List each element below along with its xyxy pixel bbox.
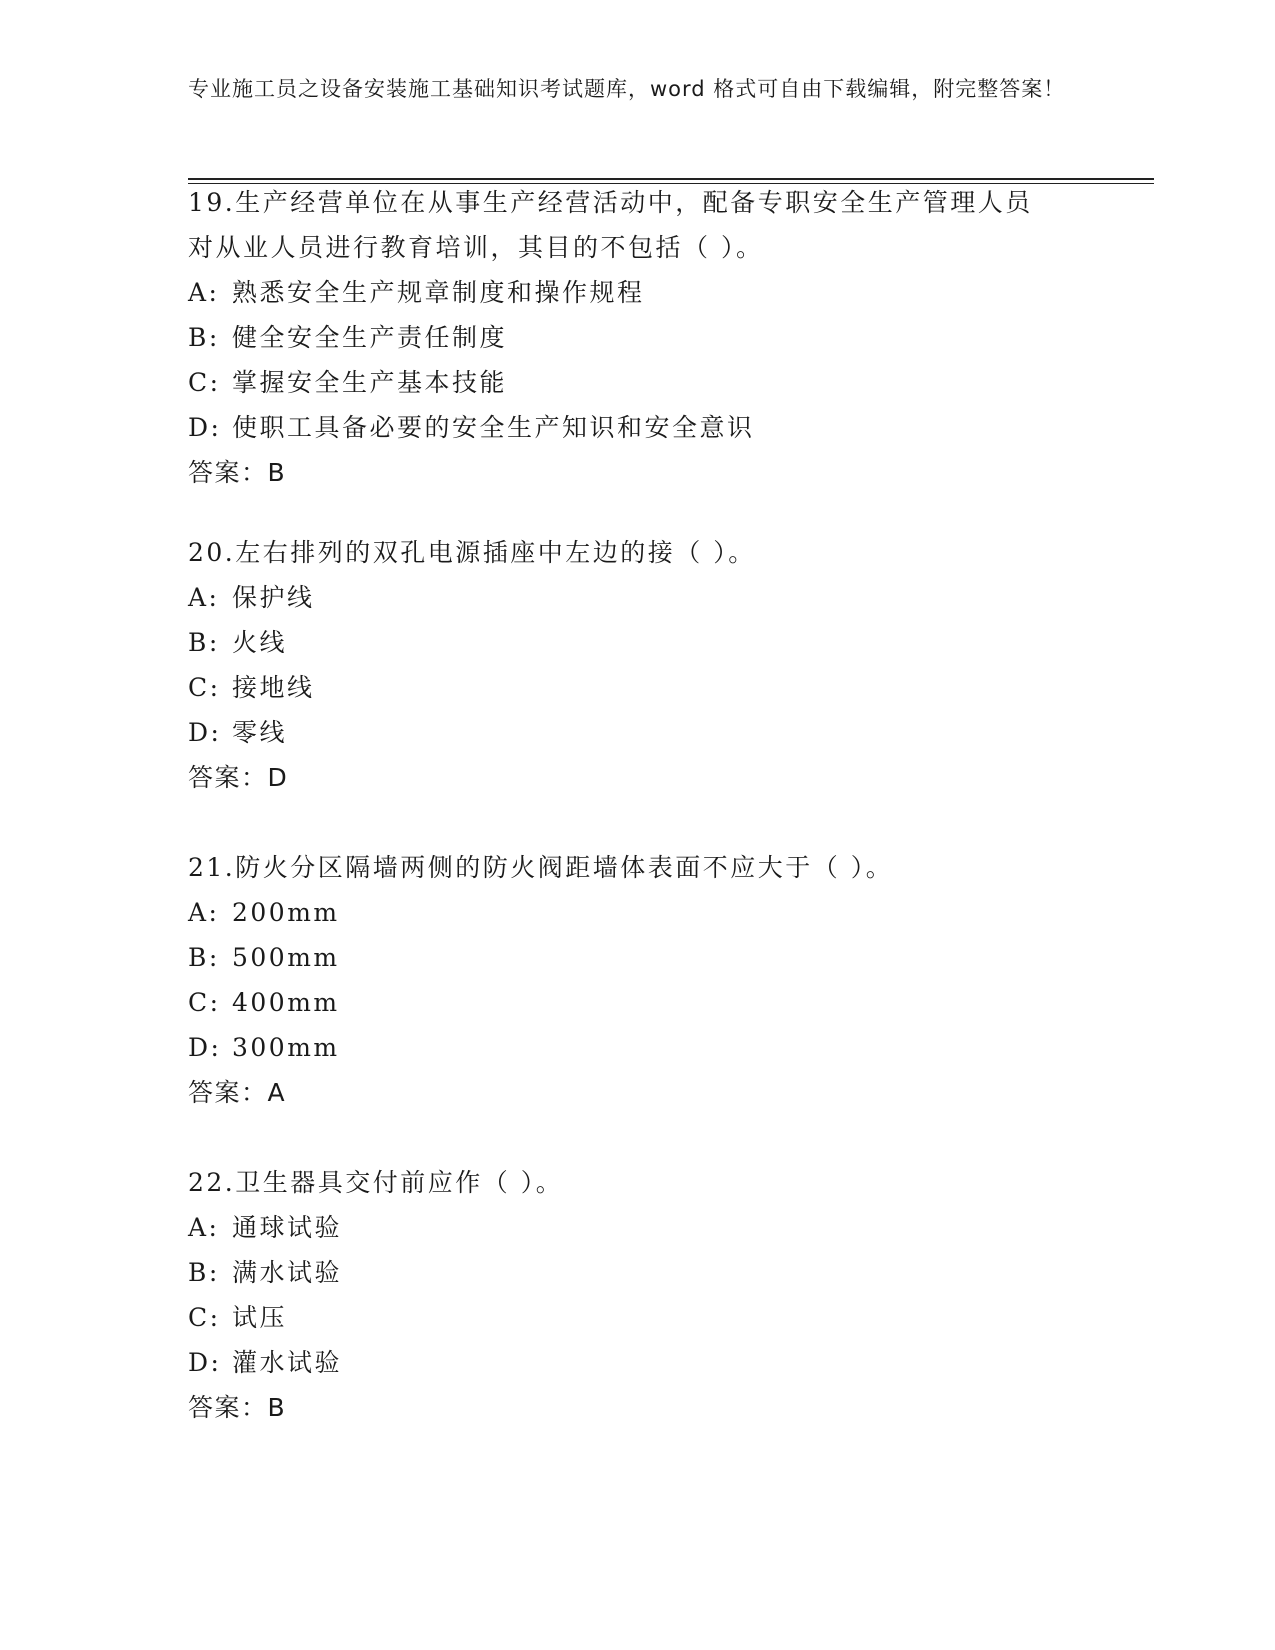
option-key: B: — [188, 323, 220, 352]
option-text: 300mm — [232, 1033, 340, 1062]
option-key: A: — [188, 278, 220, 307]
option-b — [188, 315, 1088, 360]
option-d — [188, 1340, 1088, 1385]
question-stem: 22.卫生器具交付前应作（ ）。 — [188, 1168, 564, 1197]
answer-line: 答案：B — [188, 1393, 287, 1422]
option-key: C: — [188, 1303, 221, 1332]
option-c — [188, 360, 1088, 405]
option-b — [188, 620, 1088, 665]
option-a — [188, 270, 1088, 315]
option-key: C: — [188, 368, 221, 397]
option-d — [188, 1025, 1088, 1070]
option-a — [188, 575, 1088, 620]
option-key: A: — [188, 898, 220, 927]
option-d — [188, 405, 1088, 450]
option-text: 400mm — [232, 988, 340, 1017]
option-text: 接地线 — [232, 673, 315, 702]
option-text: 使职工具备必要的安全生产知识和安全意识 — [232, 413, 755, 442]
option-key: C: — [188, 673, 221, 702]
question-stem: 19.生产经营单位在从事生产经营活动中，配备专职安全生产管理人员对从业人员进行教育培训，其目的不包括（ ）。 — [188, 188, 1033, 262]
question-21 — [188, 845, 1088, 1115]
option-text: 掌握安全生产基本技能 — [232, 368, 508, 397]
option-d — [188, 710, 1088, 755]
option-text: 满水试验 — [232, 1258, 343, 1287]
option-key: B: — [188, 1258, 220, 1287]
option-text: 健全安全生产责任制度 — [232, 323, 508, 352]
option-c — [188, 980, 1088, 1025]
option-key: D: — [188, 718, 222, 747]
document-header: 专业施工员之设备安装施工基础知识考试题库，word 格式可自由下载编辑，附完整答案！ — [188, 77, 1066, 101]
question-19 — [188, 180, 1088, 495]
option-key: D: — [188, 1033, 222, 1062]
option-text: 200mm — [232, 898, 340, 927]
option-b — [188, 935, 1088, 980]
option-text: 灌水试验 — [232, 1348, 343, 1377]
option-key: D: — [188, 413, 222, 442]
option-text: 零线 — [232, 718, 288, 747]
option-key: C: — [188, 988, 221, 1017]
option-b — [188, 1250, 1088, 1295]
option-text: 通球试验 — [232, 1213, 343, 1242]
question-20 — [188, 530, 1088, 800]
option-key: B: — [188, 628, 220, 657]
option-text: 试压 — [232, 1303, 288, 1332]
option-text: 500mm — [232, 943, 340, 972]
option-key: D: — [188, 1348, 222, 1377]
option-text: 保护线 — [232, 583, 315, 612]
question-22 — [188, 1160, 1088, 1430]
option-key: A: — [188, 1213, 220, 1242]
answer-line: 答案：B — [188, 458, 287, 487]
option-text: 火线 — [232, 628, 288, 657]
answer-line: 答案：A — [188, 1078, 287, 1107]
question-stem: 20.左右排列的双孔电源插座中左边的接（ ）。 — [188, 538, 756, 567]
option-c — [188, 665, 1088, 710]
option-key: A: — [188, 583, 220, 612]
option-key: B: — [188, 943, 220, 972]
question-stem: 21.防火分区隔墙两侧的防火阀距墙体表面不应大于（ ）。 — [188, 853, 894, 882]
option-text: 熟悉安全生产规章制度和操作规程 — [232, 278, 645, 307]
option-a — [188, 1205, 1088, 1250]
option-a — [188, 890, 1088, 935]
option-c — [188, 1295, 1088, 1340]
answer-line: 答案：D — [188, 763, 289, 792]
